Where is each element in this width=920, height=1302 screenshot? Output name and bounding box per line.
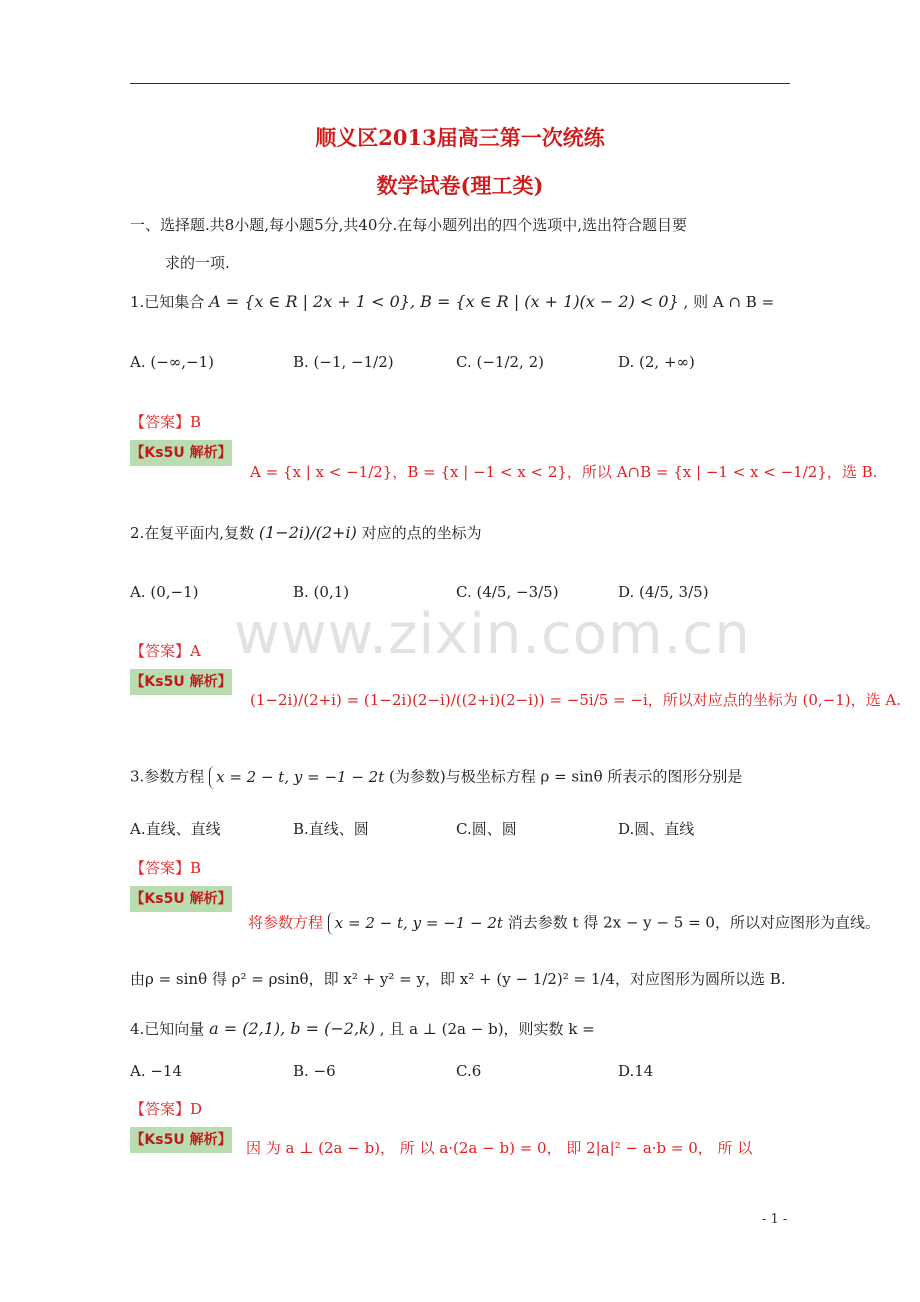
q1-option-b: B. (−1, −1/2)	[293, 353, 394, 371]
q3-answer	[130, 857, 201, 878]
q2-stem-prefix: 2.在复平面内,复数	[130, 524, 255, 542]
q4-option-b: B. −6	[293, 1062, 336, 1080]
q3-analysis-system: x = 2 − t, y = −1 − 2t	[328, 912, 503, 935]
q2-option-d: D. (4/5, 3/5)	[618, 583, 709, 601]
q2-analysis-badge: 【Ks5U 解析】	[130, 669, 232, 695]
q1-stem-prefix: 1.已知集合	[130, 293, 205, 311]
answer-label: 【答案】	[130, 1100, 191, 1118]
q1-analysis: A = {x | x < −1/2}，B = {x | −1 < x < 2}，所以 A∩B = {x | −1 < x < −1/2}，选 B.	[250, 463, 878, 481]
q1-option-d: D. (2, +∞)	[618, 353, 695, 371]
q4-option-c: C.6	[456, 1062, 482, 1080]
answer-label: 【答案】	[130, 413, 191, 431]
q2-option-c: C. (4/5, −3/5)	[456, 583, 559, 601]
q3-option-c: C.圆、圆	[456, 820, 517, 838]
q1-option-c: C. (−1/2, 2)	[456, 353, 544, 371]
section-instructions-1: 一、选择题.共8小题,每小题5分,共40分.在每小题列出的四个选项中,选出符合题目要	[130, 216, 688, 234]
exam-title: 顺义区2013届高三第一次统练	[315, 125, 605, 150]
q2-option-a: A. (0,−1)	[130, 583, 199, 601]
q4-analysis-badge: 【Ks5U 解析】	[130, 1127, 232, 1153]
q4-answer-value: D	[190, 1100, 203, 1118]
q4-stem-suffix: , 且 a ⊥ (2a − b)，则实数 k =	[379, 1020, 595, 1038]
analysis-label: Ks5U 解析	[144, 891, 218, 907]
q2-stem-math: (1−2i)/(2+i)	[258, 523, 357, 542]
q3-analysis-badge: 【Ks5U 解析】	[130, 886, 232, 912]
q4-answer	[130, 1098, 202, 1119]
q3-analysis-mid: 消去参数 t 得 2x − y − 5 = 0，所以对应图形为直线。	[507, 913, 880, 932]
q1-stem-math: A = {x ∈ R | 2x + 1 < 0}, B = {x ∈ R | (x + 1)(x − 2) < 0}	[209, 292, 679, 311]
q3-analysis-prefix: 将参数方程	[248, 913, 324, 932]
q2-stem-suffix: 对应的点的坐标为	[361, 524, 482, 542]
q1-answer-value: B	[190, 413, 202, 431]
header-rule	[130, 83, 790, 84]
q3-answer-value: B	[190, 859, 202, 877]
q3-stem-prefix: 3.参数方程	[130, 767, 205, 786]
q1-analysis-badge: 【Ks5U 解析】	[130, 440, 232, 466]
q3-stem	[130, 766, 742, 789]
page-number: - 1 -	[762, 1212, 788, 1227]
q3-option-a: A.直线、直线	[130, 820, 221, 838]
q2-analysis: (1−2i)/(2+i) = (1−2i)(2−i)/((2+i)(2−i)) = −5i/5 = −i，所以对应点的坐标为 (0,−1)，选 A.	[250, 691, 902, 709]
answer-label: 【答案】	[130, 859, 191, 877]
q3-stem-math: x = 2 − t, y = −1 − 2t	[209, 766, 384, 789]
q1-stem-suffix: , 则 A ∩ B =	[683, 293, 775, 311]
section-instructions-2: 求的一项.	[165, 254, 230, 272]
q1-option-a: A. (−∞,−1)	[130, 353, 215, 371]
q1-stem	[130, 294, 774, 310]
q4-stem-math: a = (2,1), b = (−2,k)	[209, 1019, 375, 1038]
analysis-label: Ks5U 解析	[144, 1132, 218, 1148]
q2-stem	[130, 525, 482, 541]
q3-stem-suffix: (为参数)与极坐标方程 ρ = sinθ 所表示的图形分别是	[389, 767, 743, 786]
q4-analysis: 因 为 a ⊥ (2a − b)， 所 以 a·(2a − b) = 0， 即 2|a|² − a·b = 0， 所 以	[246, 1141, 753, 1156]
q2-answer-value: A	[190, 642, 201, 660]
q2-answer	[130, 640, 201, 661]
q1-answer	[130, 411, 201, 432]
q3-option-b: B.直线、圆	[293, 820, 369, 838]
q2-option-b: B. (0,1)	[293, 583, 350, 601]
q3-analysis-line2: 由ρ = sinθ 得 ρ² = ρsinθ，即 x² + y² = y，即 x² + (y − 1/2)² = 1/4，对应图形为圆所以选 B.	[130, 970, 786, 988]
q3-option-d: D.圆、直线	[618, 820, 695, 838]
q4-stem-prefix: 4.已知向量	[130, 1020, 205, 1038]
exam-subtitle: 数学试卷(理工类)	[376, 173, 544, 198]
q3-analysis	[248, 912, 880, 935]
analysis-label: Ks5U 解析	[144, 445, 218, 461]
answer-label: 【答案】	[130, 642, 191, 660]
q4-stem	[130, 1021, 595, 1037]
q4-option-d: D.14	[618, 1062, 654, 1080]
q4-option-a: A. −14	[130, 1062, 183, 1080]
analysis-label: Ks5U 解析	[144, 674, 218, 690]
watermark: www.zixin.com.cn	[234, 602, 751, 667]
